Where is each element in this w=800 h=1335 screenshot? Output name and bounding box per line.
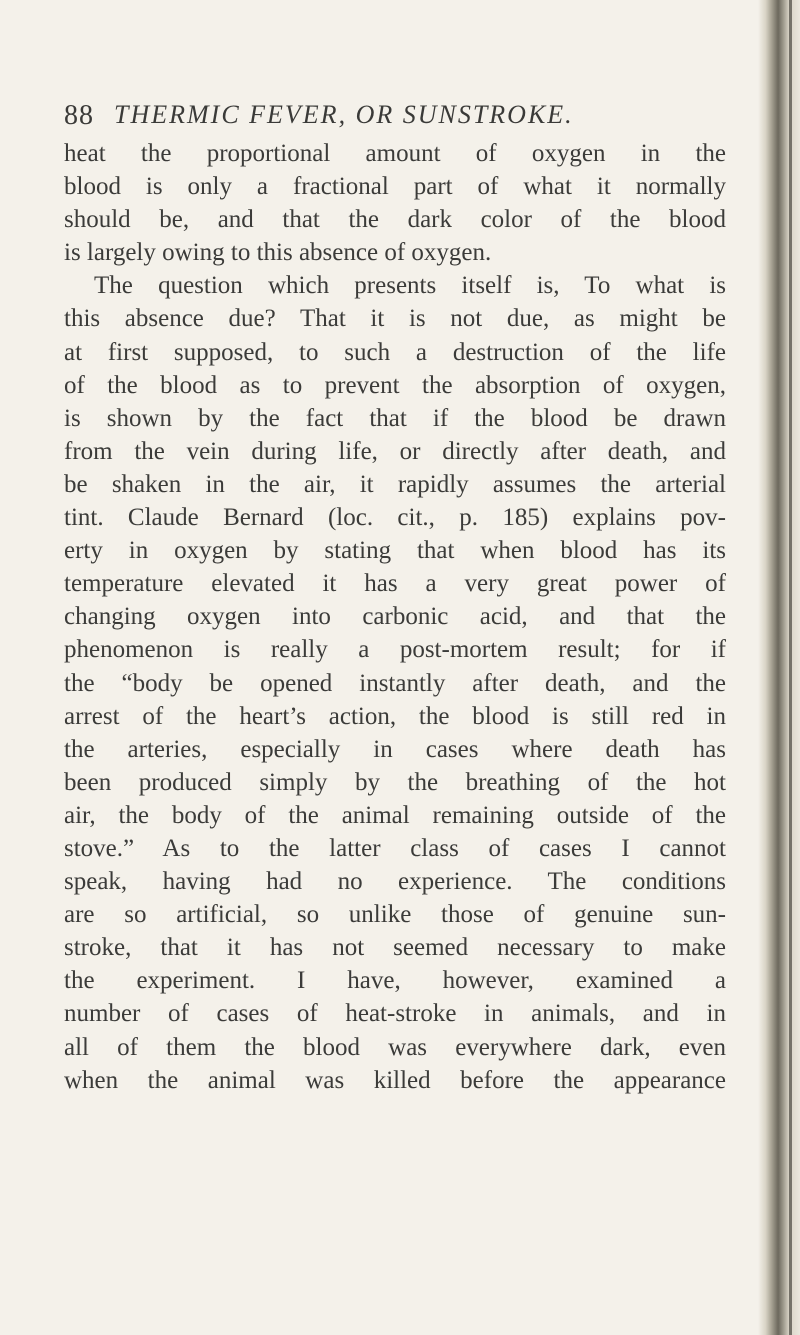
text-line: stove.” As to the latter class of cases I cannot xyxy=(64,834,726,862)
text-line: heat the proportional amount of oxygen in the xyxy=(64,140,726,167)
text-line: number of cases of heat-stroke in animals, and in xyxy=(64,1000,726,1028)
text-line: is largely owing to this absence of oxygen. xyxy=(64,239,492,267)
text-line: arrest of the heart’s action, the blood is still red in xyxy=(64,702,726,730)
text-line: be shaken in the air, it rapidly assumes the arterial xyxy=(64,470,726,498)
text-line: been produced simply by the breathing of the hot xyxy=(64,768,726,796)
text-line: the experiment. I have, however, examined a xyxy=(64,967,726,995)
text-line: the arteries, especially in cases where death has xyxy=(64,735,726,763)
running-head: THERMIC FEVER, OR SUNSTROKE. xyxy=(114,100,574,129)
book-binding-shadow xyxy=(758,0,800,1335)
text-line: stroke, that it has not seemed necessary to make xyxy=(64,934,726,962)
text-line: should be, and that the dark color of the blood xyxy=(64,206,726,234)
page-header xyxy=(64,100,724,136)
text-line: tint. Claude Bernard (loc. cit., p. 185) explains pov- xyxy=(64,504,726,532)
text-line: temperature elevated it has a very great power of xyxy=(64,570,726,598)
body-text xyxy=(64,137,726,1097)
text-line: this absence due? That it is not due, as might be xyxy=(64,305,726,333)
text-line: changing oxygen into carbonic acid, and that the xyxy=(64,603,726,631)
text-line: all of them the blood was everywhere dark, even xyxy=(64,1033,726,1061)
page-edge xyxy=(789,0,792,1335)
text-line: speak, having had no experience. The conditions xyxy=(64,868,726,896)
text-line: are so artificial, so unlike those of genuine sun- xyxy=(64,901,726,929)
text-line: The question which presents itself is, To what is xyxy=(94,272,726,300)
page-number: 88 xyxy=(64,100,94,131)
text-line: of the blood as to prevent the absorption of oxygen, xyxy=(64,371,726,399)
text-line: the “body be opened instantly after death, and the xyxy=(64,669,726,697)
text-line: is shown by the fact that if the blood be drawn xyxy=(64,404,726,432)
text-line: at first supposed, to such a destruction of the life xyxy=(64,338,726,366)
text-line: phenomenon is really a post-mortem result; for if xyxy=(64,636,726,664)
text-line: erty in oxygen by stating that when blood has its xyxy=(64,537,726,565)
text-line: air, the body of the animal remaining outside of the xyxy=(64,801,726,829)
text-line: when the animal was killed before the appearance xyxy=(64,1066,726,1094)
text-line: blood is only a fractional part of what it normally xyxy=(64,173,726,201)
text-line: from the vein during life, or directly after death, and xyxy=(64,437,726,465)
